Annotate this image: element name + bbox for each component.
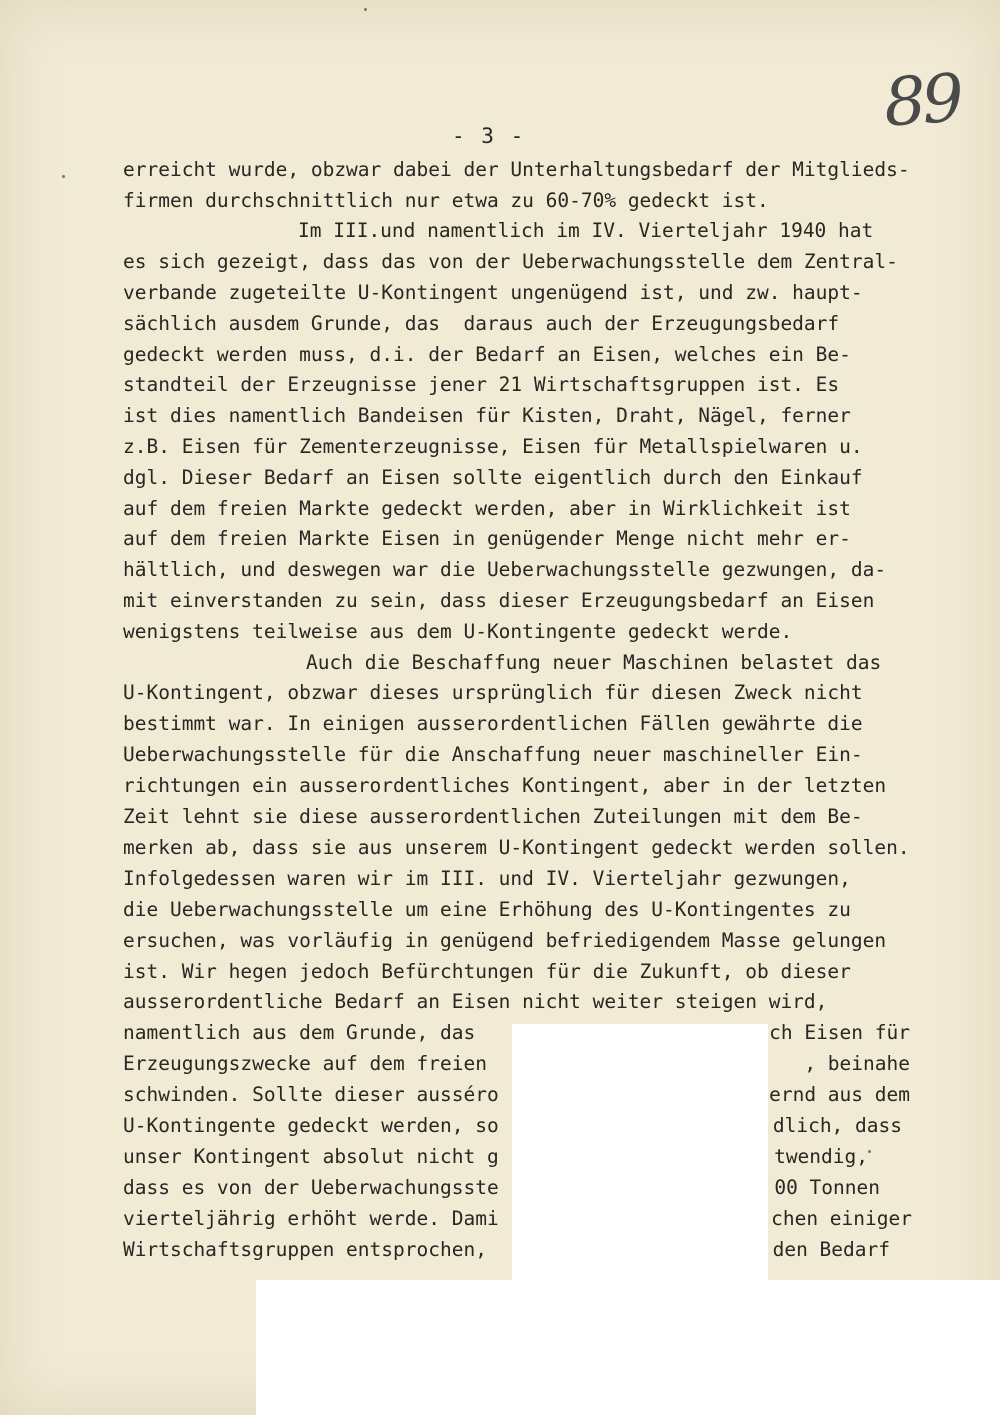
text-line: dgl. Dieser Bedarf an Eisen sollte eigentlich durch den Einkauf	[123, 466, 863, 489]
text-line: richtungen ein ausserordentliches Kontingent, aber in der letzten	[123, 774, 887, 797]
text-line: ist dies namentlich Bandeisen für Kisten, Draht, Nägel, ferner	[123, 404, 851, 427]
text-line: auf dem freien Markte gedeckt werden, aber in Wirklichkeit ist	[123, 497, 851, 520]
text-line: Im III.und namentlich im IV. Vierteljahr 1940 hat	[298, 219, 874, 242]
folio-number: 89	[881, 59, 963, 142]
text-fragment-left: Erzeugungszwecke auf dem freien	[123, 1052, 487, 1075]
text-fragment-left: Wirtschaftsgruppen entsprochen,	[123, 1238, 487, 1261]
text-line: gedeckt werden muss, d.i. der Bedarf an Eisen, welches ein Be-	[123, 343, 851, 366]
text-line: ist. Wir hegen jedoch Befürchtungen für die Zukunft, ob dieser	[123, 960, 851, 983]
text-line: ausserordentliche Bedarf an Eisen nicht weiter steigen wird,	[123, 990, 828, 1013]
text-fragment-left: schwinden. Sollte dieser ausséro	[123, 1083, 499, 1106]
text-fragment-right: twendig,	[774, 1145, 868, 1168]
text-fragment-right: , beinahe	[804, 1052, 910, 1075]
text-fragment-right: 00 Tonnen	[774, 1176, 880, 1199]
redaction-block-middle	[512, 1024, 768, 1284]
text-line: mit einverstanden zu sein, dass dieser Erzeugungsbedarf an Eisen	[123, 589, 875, 612]
paper-speck	[868, 1150, 871, 1153]
text-line: Infolgedessen waren wir im III. und IV. Vierteljahr gezwungen,	[123, 867, 851, 890]
text-line: merken ab, dass sie aus unserem U-Kontingent gedeckt werden sollen.	[123, 836, 910, 859]
text-fragment-right: ch Eisen für	[769, 1021, 910, 1044]
text-line: Auch die Beschaffung neuer Maschinen belastet das	[306, 651, 882, 674]
text-line: Zeit lehnt sie diese ausserordentlichen Zuteilungen mit dem Be-	[123, 805, 863, 828]
paper-speck	[62, 175, 65, 178]
text-fragment-right: ernd aus dem	[769, 1083, 910, 1106]
text-line: auf dem freien Markte Eisen in genügender Menge nicht mehr er-	[123, 527, 851, 550]
text-line: verbande zugeteilte U-Kontingent ungenügend ist, und zw. haupt-	[123, 281, 863, 304]
text-fragment-right: dlich, dass	[772, 1114, 902, 1137]
text-line: firmen durchschnittlich nur etwa zu 60-70% gedeckt ist.	[123, 189, 769, 212]
text-line: bestimmt war. In einigen ausserordentlichen Fällen gewährte die	[123, 712, 863, 735]
text-line: sächlich ausdem Grunde, das daraus auch der Erzeugungsbedarf	[123, 312, 840, 335]
text-fragment-left: unser Kontingent absolut nicht g	[123, 1145, 499, 1168]
text-fragment-left: namentlich aus dem Grunde, das	[123, 1021, 476, 1044]
text-line: es sich gezeigt, dass das von der Ueberwachungsstelle dem Zentral-	[123, 250, 898, 273]
text-fragment-left: vierteljährig erhöht werde. Dami	[123, 1207, 499, 1230]
text-line: die Ueberwachungsstelle um eine Erhöhung des U-Kontingentes zu	[123, 898, 851, 921]
text-line: hältlich, und deswegen war die Ueberwachungsstelle gezwungen, da-	[123, 558, 887, 581]
text-fragment-right: den Bedarf	[772, 1238, 890, 1261]
text-line: z.B. Eisen für Zementerzeugnisse, Eisen für Metallspielwaren u.	[123, 435, 863, 458]
text-fragment-left: dass es von der Ueberwachungsste	[123, 1176, 499, 1199]
redaction-block-bottom	[256, 1280, 1000, 1415]
text-line: Ueberwachungsstelle für die Anschaffung neuer maschineller Ein-	[123, 743, 863, 766]
page-number: - 3 -	[452, 124, 526, 148]
text-line: U-Kontingent, obzwar dieses ursprünglich für diesen Zweck nicht	[123, 681, 863, 704]
text-line: ersuchen, was vorläufig in genügend befriedigendem Masse gelungen	[123, 929, 887, 952]
text-fragment-right: chen einiger	[771, 1207, 912, 1230]
text-line: wenigstens teilweise aus dem U-Kontingente gedeckt werde.	[123, 620, 793, 643]
paper-speck	[364, 8, 367, 11]
text-line: erreicht wurde, obzwar dabei der Unterhaltungsbedarf der Mitglieds-	[123, 158, 910, 181]
text-line: standteil der Erzeugnisse jener 21 Wirtschaftsgruppen ist. Es	[123, 373, 840, 396]
text-fragment-left: U-Kontingente gedeckt werden, so	[123, 1114, 499, 1137]
